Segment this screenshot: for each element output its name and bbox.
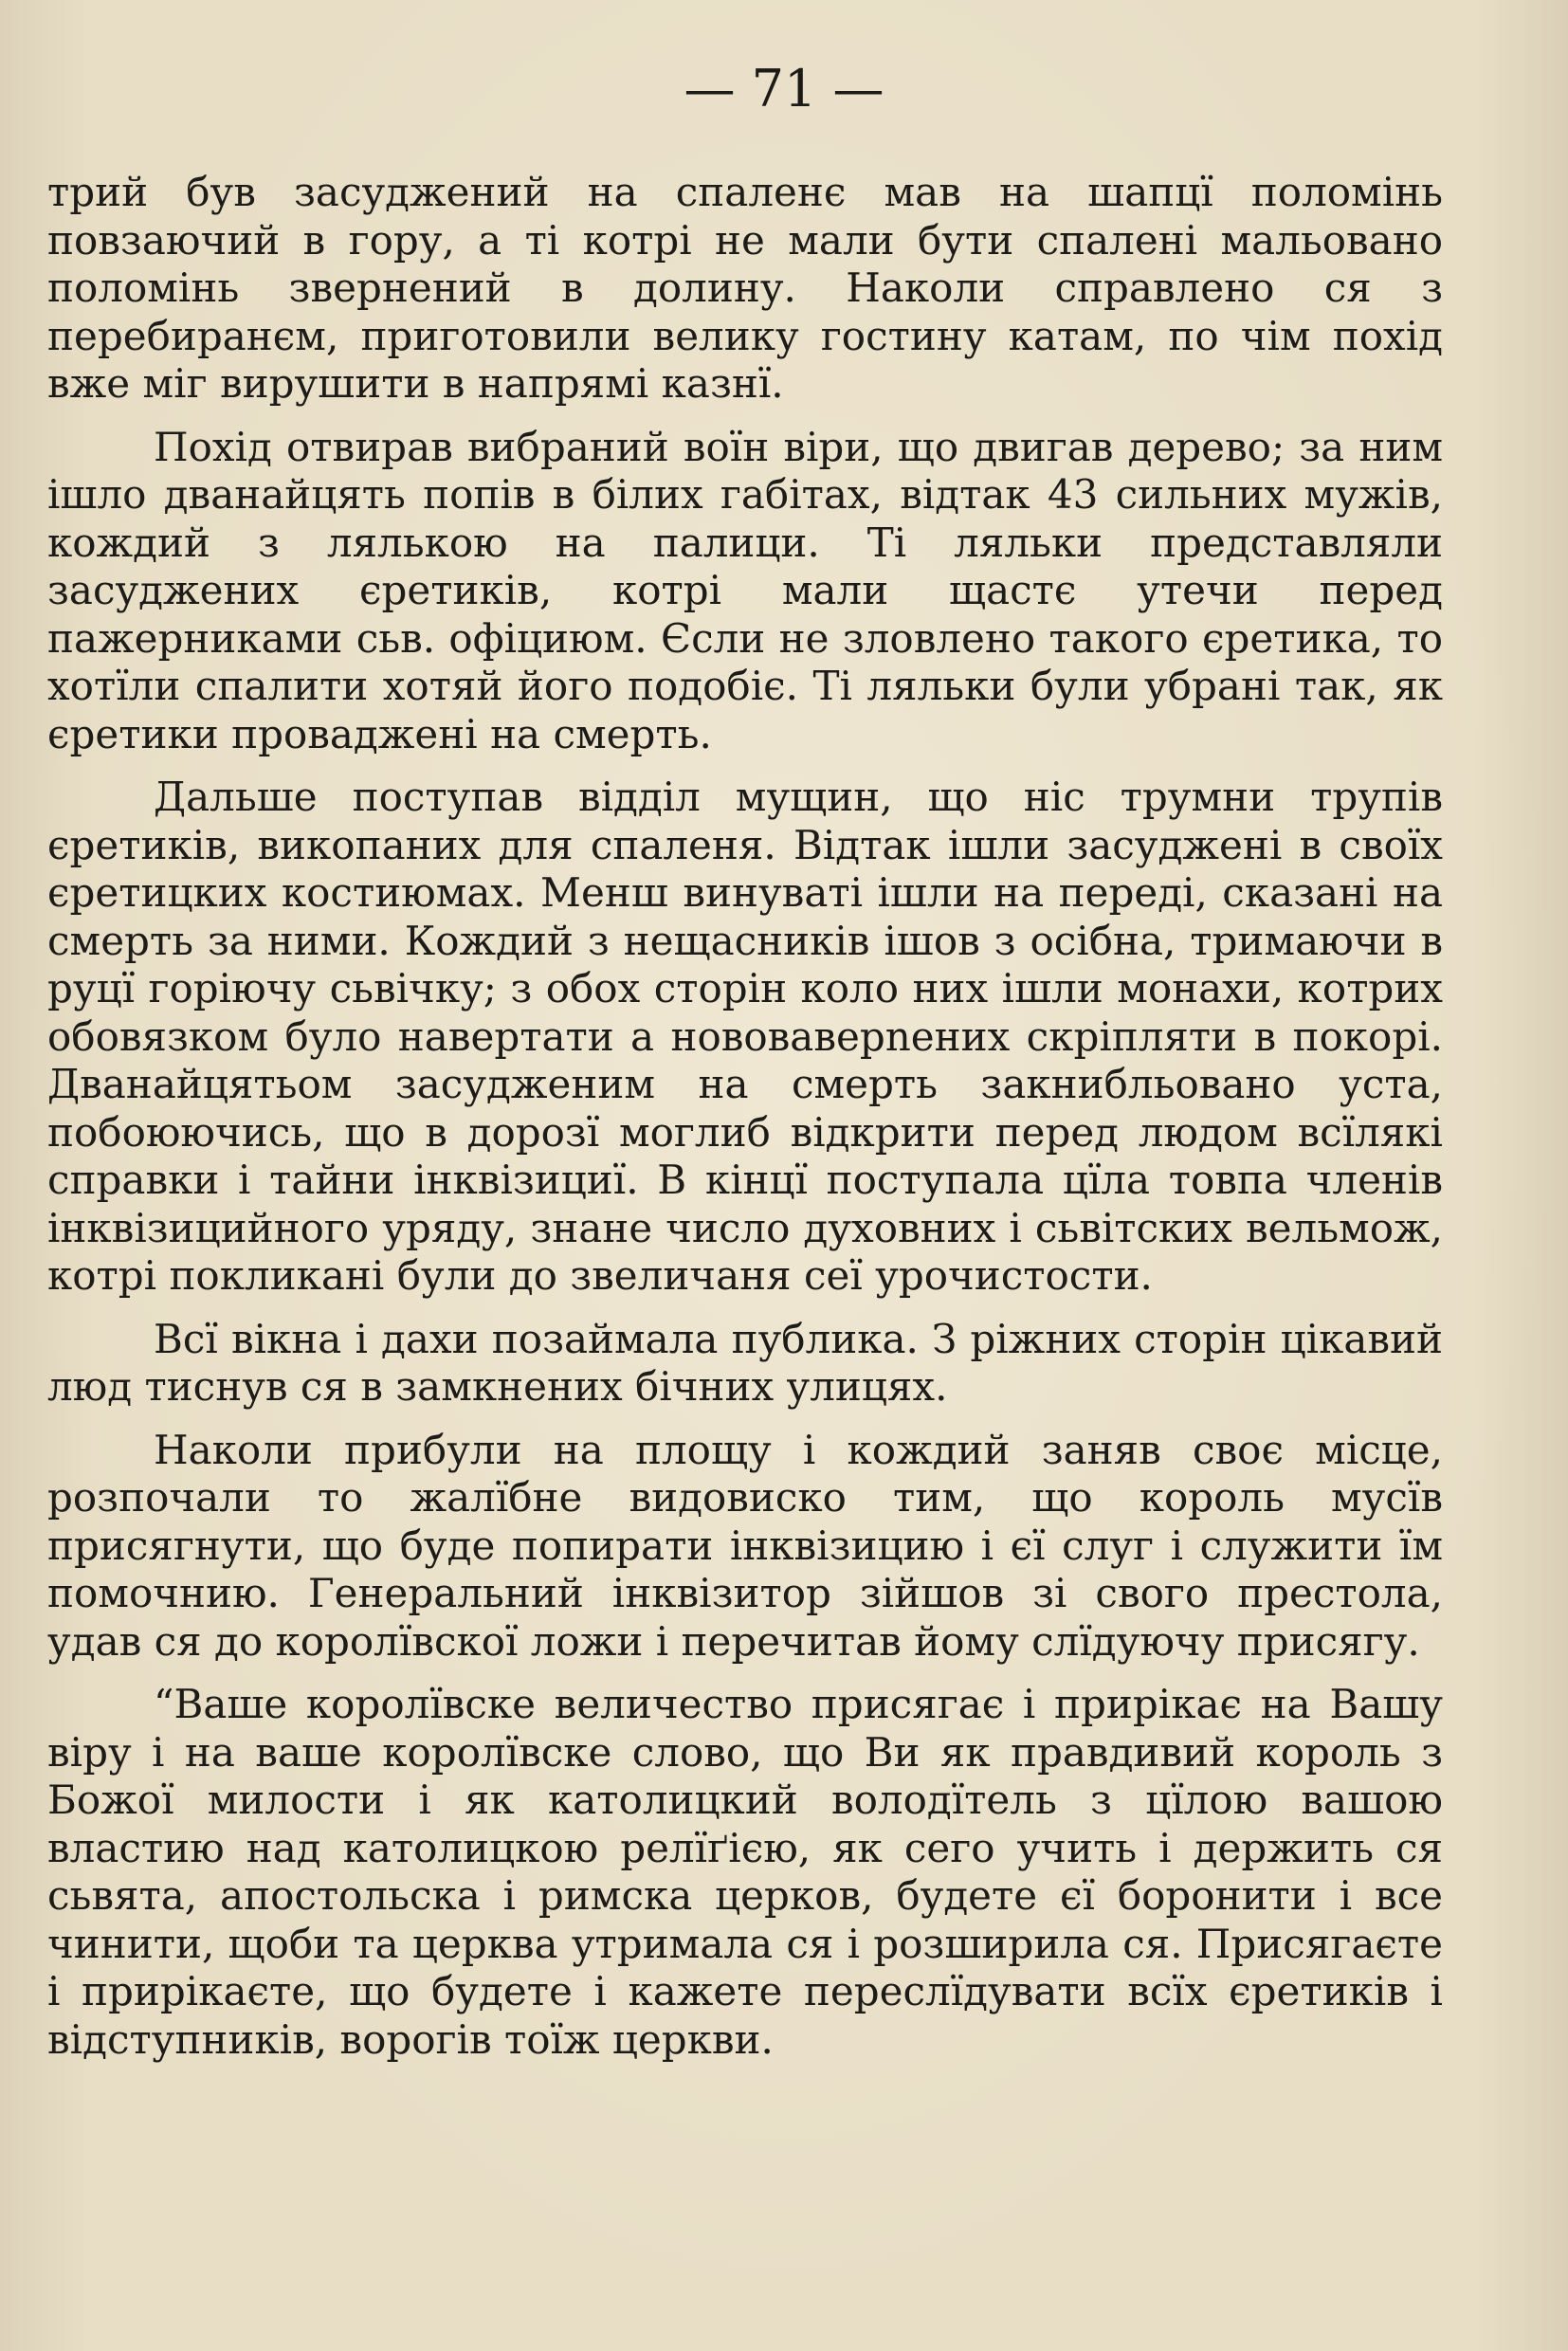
body-text xyxy=(47,169,1443,2079)
page-number: — 71 — xyxy=(684,59,884,118)
paragraph: Похід отвирав вибраний воїн віри, що двигав дерево; за ним ішло дванайцять попів в білих габітах, відтак 43 сильних мужів, кождий з лялькою на палици. Ті ляльки представляли засуджених єретиків, котрі мали щастє утечи перед пажерниками сьв. офіциюм. Єсли не зловлено такого єретика, то хотїли спалити хотяй його подобiє. Ті ляльки були убрані так, як єретики проваджені на смерть. xyxy=(47,423,1443,757)
paragraph: “Ваше королївске величество присягає і прирікає на Вашу віру і на ваше королївске слово, що Ви як правдивий король з Божої милости і як католицкий володїтель з цїлою вашою властию над католицкою релїґією, як сего учить і держить ся сьвята, апостольска і римска церков, будете єї боронити і все чинити, щоби та церква утримала ся і розширила ся. Присягаєте і прирікаєте, що будете і кажете переслїдувати всїх єретиків і відступників, ворогів тоїж церкви. xyxy=(47,1681,1443,2063)
paragraph: Дальше поступав відділ мущин, що ніс трумни трупів єретиків, викопаних для спаленя. Відтак ішли засуджені в своїх єретицких костиюмах. Менш винуваті ішли на переді, сказані на смерть за ними. Кождий з нещасників ішов з осібна, тримаючи в руцї горіючу сьвічку; з обох сторін коло них ішли монахи, котрих обовязком було навертати а нововаверnених скріпляти в покорі. Дванайцятьом засудженим на смерть закнибльовано уста, побоюючись, що в дорозї моглиб відкрити перед людом всїлякі справки і тайни інквізициї. В кінцї поступала цїла товпа членів інквізицийного уряду, знане число духовних і сьвітских вельмож, котрі покликані були до звеличаня сеї урочистости. xyxy=(47,774,1443,1299)
paragraph: Всї вікна і дахи позаймала публика. З ріжних сторін цікавий люд тиснув ся в замкнених бічних улицях. xyxy=(47,1315,1443,1410)
paragraph: трий був засуджений на спаленє мав на шапцї поломінь повзаючий в гору, а ті котрі не мали бути спалені мальовано поломінь звернений в долину. Наколи справлено ся з перебиранєм, приготовили велику гостину катам, по чім похід вже міг вирушити в напрямі казнї. xyxy=(47,169,1443,407)
paragraph: Наколи прибули на площу і кождий заняв своє місце, розпочали то жалїбне видовиско тим, що король мусїв присягнути, що буде попирати інквізицию і єї слуг і служити їм помочнию. Генеральний інквізитор зійшов зі свого престола, удав ся до королївскої ложи і перечитав йому слїдуючу присягу. xyxy=(47,1426,1443,1665)
